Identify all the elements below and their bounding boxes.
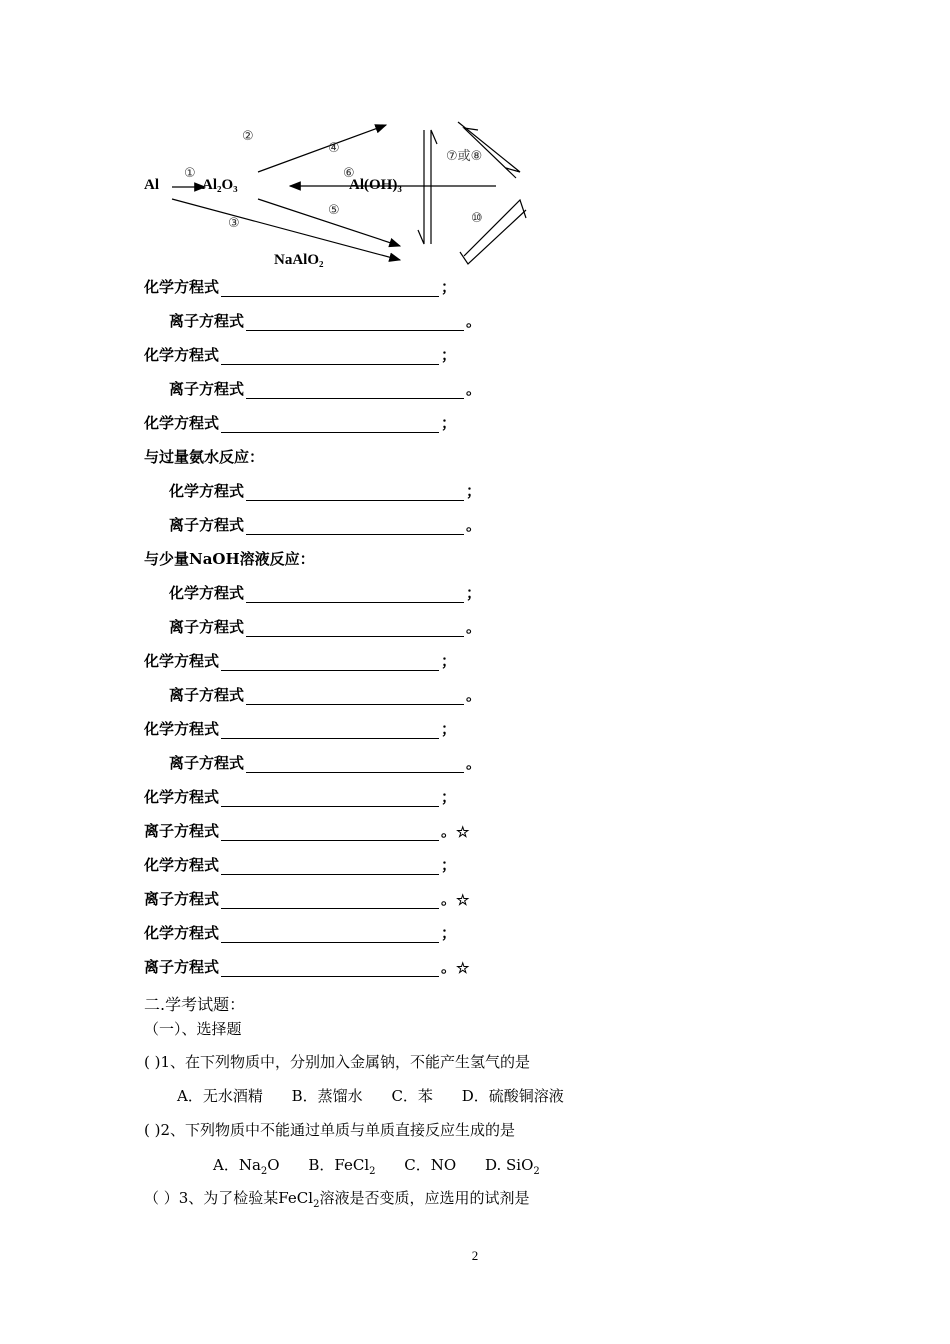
- option-d-subscript: 2: [533, 1166, 540, 1177]
- line-label: 离子方程式: [169, 754, 245, 772]
- label-1: ①: [184, 166, 196, 181]
- exercise-line: [144, 853, 456, 875]
- option-a-text: A．Na: [213, 1156, 261, 1174]
- line-label: 离子方程式: [169, 686, 245, 704]
- exercise-line: [144, 649, 456, 671]
- exercise-line: [169, 513, 481, 535]
- line-end: 。: [466, 754, 482, 772]
- star-mark: ☆: [456, 823, 470, 841]
- node-aloh3: Al(OH)₃: [349, 177, 402, 193]
- option-d[interactable]: [485, 1156, 540, 1177]
- line-label: 化学方程式: [169, 482, 245, 500]
- option-b[interactable]: B．蒸馏水: [291, 1087, 363, 1105]
- option-b-subscript: 2: [369, 1166, 376, 1177]
- exercise-line: [169, 581, 481, 603]
- answer-blank[interactable]: [221, 278, 439, 297]
- section-subtitle: （一）、选择题: [144, 1020, 242, 1038]
- exercise-subheading: [144, 547, 315, 569]
- star-mark: ☆: [456, 891, 470, 909]
- answer-blank[interactable]: [221, 346, 439, 365]
- answer-blank[interactable]: [221, 414, 439, 433]
- arrow-10-b: [460, 210, 526, 264]
- line-end: 。: [441, 890, 457, 908]
- line-label: 化学方程式: [144, 652, 220, 670]
- page-number: 2: [471, 1248, 479, 1263]
- answer-blank[interactable]: [246, 516, 464, 535]
- line-label: 离子方程式: [169, 312, 245, 330]
- question-3-subscript: 2: [313, 1199, 320, 1210]
- option-a-text-end: O: [267, 1156, 280, 1174]
- answer-blank[interactable]: [246, 754, 464, 773]
- line-end: ；: [441, 414, 457, 432]
- answer-blank[interactable]: [221, 924, 439, 943]
- answer-blank[interactable]: [246, 482, 464, 501]
- line-label: 化学方程式: [144, 924, 220, 942]
- label-3: ③: [228, 216, 240, 231]
- line-label: 离子方程式: [144, 822, 220, 840]
- exercise-line: [144, 887, 469, 909]
- line-label: 与过量氨水反应：: [144, 448, 265, 466]
- line-end: 。: [466, 380, 482, 398]
- line-label: 化学方程式: [144, 856, 220, 874]
- line-end: 。: [441, 958, 457, 976]
- question-3-text: （ ）3、为了检验某FeCl: [144, 1189, 314, 1207]
- label-4: ④: [328, 141, 340, 156]
- question-1-stem: ( )1、在下列物质中，分别加入金属钠，不能产生氢气的是: [144, 1053, 531, 1071]
- arrow-vertical-up: [431, 130, 437, 244]
- label-7-or-8: ⑦或⑧: [446, 149, 483, 164]
- line-label: 化学方程式: [144, 788, 220, 806]
- option-b-text: B．FeCl: [308, 1156, 370, 1174]
- line-label: 化学方程式: [144, 346, 220, 364]
- answer-blank[interactable]: [221, 958, 439, 977]
- line-end: 。: [466, 618, 482, 636]
- answer-blank[interactable]: [221, 652, 439, 671]
- exercise-line: [169, 377, 481, 399]
- answer-blank[interactable]: [221, 890, 439, 909]
- question-3-text-end: 溶液是否变质，应选用的试剂是: [319, 1189, 530, 1207]
- exercise-line: [144, 343, 456, 365]
- exercise-line: [144, 717, 456, 739]
- option-d[interactable]: D．硫酸铜溶液: [461, 1087, 564, 1105]
- line-label: 与少量NaOH溶液反应：: [144, 550, 315, 568]
- line-end: ；: [466, 482, 482, 500]
- arrow-2: [258, 125, 386, 172]
- label-2: ②: [242, 129, 254, 144]
- answer-blank[interactable]: [246, 380, 464, 399]
- diagram-arrows: [0, 0, 950, 280]
- line-end: 。: [466, 686, 482, 704]
- line-label: 离子方程式: [144, 958, 220, 976]
- exercise-line: [169, 479, 481, 501]
- line-end: ；: [441, 652, 457, 670]
- question-2-stem: ( )2、下列物质中不能通过单质与单质直接反应生成的是: [144, 1121, 516, 1139]
- line-end: ；: [441, 720, 457, 738]
- exercise-line: [169, 751, 481, 773]
- option-c[interactable]: C．苯: [391, 1087, 433, 1105]
- option-a[interactable]: [213, 1154, 280, 1177]
- line-end: 。: [466, 516, 482, 534]
- line-end: ；: [441, 278, 457, 296]
- line-end: ；: [441, 924, 457, 942]
- line-label: 离子方程式: [169, 516, 245, 534]
- answer-blank[interactable]: [246, 584, 464, 603]
- node-naalo2: NaAlO₂: [274, 252, 324, 268]
- answer-blank[interactable]: [246, 686, 464, 705]
- option-d-text: D. SiO: [484, 1156, 534, 1174]
- line-label: 化学方程式: [144, 720, 220, 738]
- answer-blank[interactable]: [221, 822, 439, 841]
- line-end: ；: [466, 584, 482, 602]
- answer-blank[interactable]: [221, 788, 439, 807]
- line-label: 化学方程式: [144, 414, 220, 432]
- line-end: 。: [441, 822, 457, 840]
- exercise-line: [144, 411, 456, 433]
- star-mark: ☆: [456, 959, 470, 977]
- arrow-vertical-down: [418, 130, 424, 244]
- exercise-line: [144, 785, 456, 807]
- line-end: ；: [441, 346, 457, 364]
- option-a[interactable]: A．无水酒精: [177, 1087, 263, 1105]
- exercise-line: [144, 921, 456, 943]
- aluminum-conversion-diagram: [0, 0, 950, 280]
- exercise-line: [169, 309, 481, 331]
- exercise-line: [144, 275, 456, 297]
- exercise-subheading: [144, 445, 264, 467]
- line-label: 离子方程式: [144, 890, 220, 908]
- exercise-line: [169, 615, 481, 637]
- question-1-options: [177, 1085, 588, 1106]
- node-al2o3: Al₂O₃: [202, 177, 238, 193]
- exercise-line: [169, 683, 481, 705]
- option-b[interactable]: [308, 1154, 375, 1177]
- section-title: 二.学考试题：: [144, 995, 246, 1014]
- exercise-line: [144, 819, 469, 841]
- answer-blank[interactable]: [246, 312, 464, 331]
- node-al: Al: [144, 177, 159, 193]
- option-c[interactable]: C．NO: [404, 1156, 457, 1174]
- question-2-options: [213, 1154, 564, 1177]
- answer-blank[interactable]: [246, 618, 464, 637]
- line-label: 化学方程式: [144, 278, 220, 296]
- line-label: 离子方程式: [169, 618, 245, 636]
- answer-blank[interactable]: [221, 856, 439, 875]
- line-end: ；: [441, 788, 457, 806]
- line-label: 化学方程式: [169, 584, 245, 602]
- arrow-10-a: [464, 200, 526, 256]
- line-end: ；: [441, 856, 457, 874]
- label-6: ⑥: [343, 166, 355, 181]
- label-10: ⑩: [471, 211, 483, 226]
- line-label: 离子方程式: [169, 380, 245, 398]
- line-end: 。: [466, 312, 482, 330]
- exercise-line: [144, 955, 469, 977]
- question-3-stem: [144, 1187, 529, 1210]
- answer-blank[interactable]: [221, 720, 439, 739]
- option-a-subscript: 2: [260, 1166, 268, 1177]
- label-5: ⑤: [328, 203, 340, 218]
